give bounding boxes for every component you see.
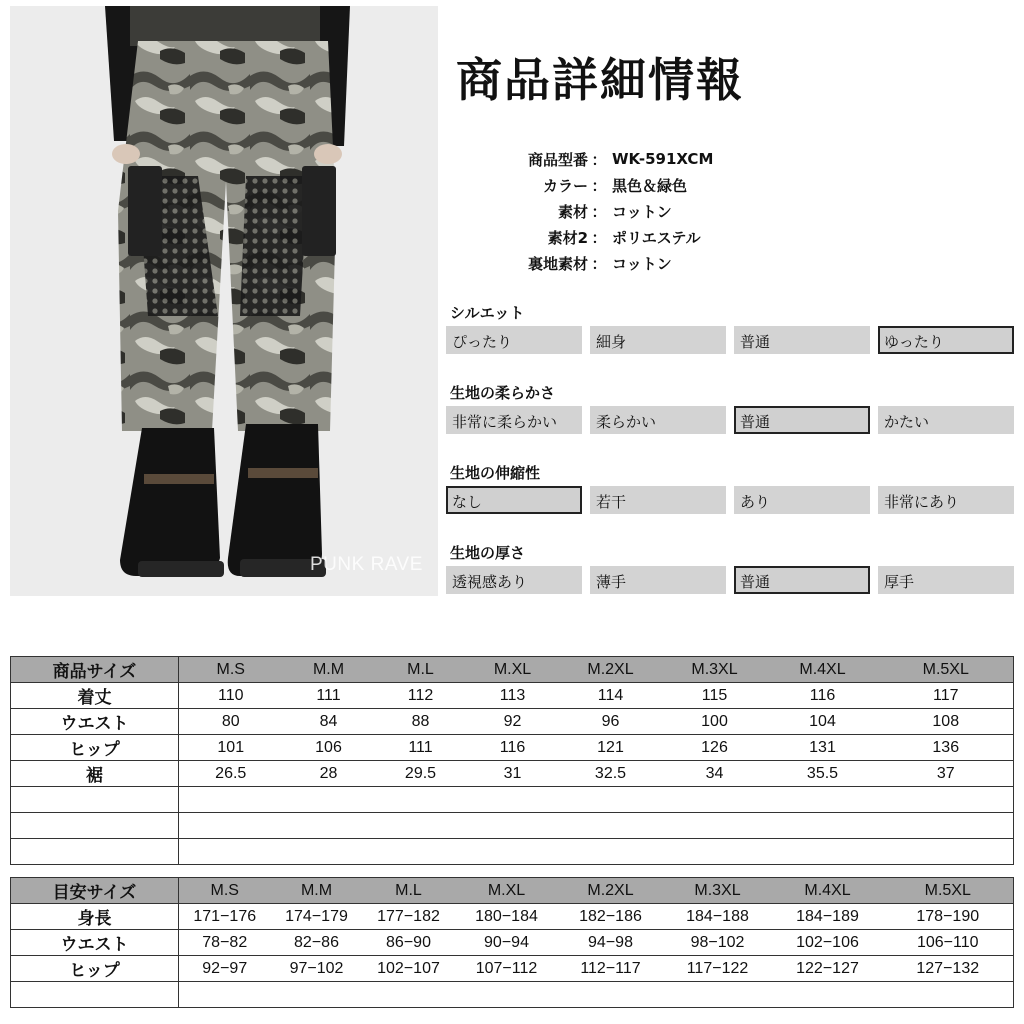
table-row-empty xyxy=(11,982,1014,1008)
table-cell: 174−179 xyxy=(271,904,363,930)
table-cell: 29.5 xyxy=(375,761,467,787)
spec-value: ポリエステル xyxy=(612,228,701,247)
table-cell: 80 xyxy=(179,709,283,735)
table-cell: 136 xyxy=(879,735,1014,761)
table-row-empty xyxy=(11,787,1014,813)
table-cell: 107−112 xyxy=(455,956,559,982)
spec-label: 商品型番 xyxy=(527,150,588,169)
spec-row-lining xyxy=(470,250,713,276)
table-cell: 111 xyxy=(283,683,375,709)
table-cell: 117 xyxy=(879,683,1014,709)
attr-option: ぴったり xyxy=(446,326,582,354)
table-cell: 35.5 xyxy=(767,761,879,787)
attr-option-selected: なし xyxy=(446,486,582,514)
table-cell: 82−86 xyxy=(271,930,363,956)
table-cell: 86−90 xyxy=(363,930,455,956)
table-cell: 121 xyxy=(559,735,663,761)
table-cell: 180−184 xyxy=(455,904,559,930)
spec-label: 素材2 xyxy=(547,228,588,247)
table-cell: 26.5 xyxy=(179,761,283,787)
attr-option: 厚手 xyxy=(878,566,1014,594)
row-label-empty xyxy=(11,813,179,839)
spec-label: 裏地素材 xyxy=(527,254,588,273)
table-cell: 110 xyxy=(179,683,283,709)
attr-title: 生地の柔らかさ xyxy=(450,384,556,402)
attr-option-selected: 普通 xyxy=(734,566,870,594)
table-cell: 84 xyxy=(283,709,375,735)
table-cell: 106−110 xyxy=(883,930,1014,956)
attr-silhouette xyxy=(446,302,1014,354)
attr-title: 生地の厚さ xyxy=(450,544,526,562)
row-label-empty xyxy=(11,839,179,865)
table-cell: 92−97 xyxy=(179,956,271,982)
attr-thickness xyxy=(446,542,1014,594)
table-cell-empty xyxy=(179,982,1014,1008)
spec-separator: ： xyxy=(591,176,607,195)
table-cell: 127−132 xyxy=(883,956,1014,982)
attr-option-selected: ゆったり xyxy=(878,326,1014,354)
size-header: M.S xyxy=(179,657,283,683)
table-header-row xyxy=(11,878,1014,904)
size-header: M.XL xyxy=(467,657,559,683)
size-header: M.3XL xyxy=(663,657,767,683)
size-header: M.2XL xyxy=(559,878,663,904)
size-header: M.4XL xyxy=(773,878,883,904)
table-row xyxy=(11,904,1014,930)
table-header-label: 目安サイズ xyxy=(11,878,179,904)
brand-watermark: PUNK RAVE xyxy=(310,554,423,575)
size-header: M.3XL xyxy=(663,878,773,904)
attr-title: 生地の伸縮性 xyxy=(450,464,541,482)
spec-row-material xyxy=(470,198,713,224)
table-row xyxy=(11,683,1014,709)
table-cell: 115 xyxy=(663,683,767,709)
row-label: 身長 xyxy=(11,904,179,930)
product-photo xyxy=(10,6,438,596)
product-size-table xyxy=(10,656,1014,865)
spec-separator: ： xyxy=(591,150,607,169)
table-cell: 114 xyxy=(559,683,663,709)
table-cell: 116 xyxy=(467,735,559,761)
spec-separator: ： xyxy=(591,254,607,273)
table-cell: 126 xyxy=(663,735,767,761)
table-row xyxy=(11,735,1014,761)
table-cell: 108 xyxy=(879,709,1014,735)
attr-option: 薄手 xyxy=(590,566,726,594)
table-cell: 78−82 xyxy=(179,930,271,956)
table-cell: 104 xyxy=(767,709,879,735)
attr-option: あり xyxy=(734,486,870,514)
table-cell: 117−122 xyxy=(663,956,773,982)
spec-separator: ： xyxy=(591,228,607,247)
spec-separator: ： xyxy=(591,202,607,221)
row-label: ウエスト xyxy=(11,709,179,735)
attr-option: 透視感あり xyxy=(446,566,582,594)
table-cell: 32.5 xyxy=(559,761,663,787)
table-cell: 184−189 xyxy=(773,904,883,930)
spec-label: 素材 xyxy=(557,202,588,221)
size-header: M.M xyxy=(283,657,375,683)
table-cell: 182−186 xyxy=(559,904,663,930)
spec-row-color xyxy=(470,172,713,198)
table-header-row xyxy=(11,657,1014,683)
spec-value: コットン xyxy=(612,254,672,273)
table-cell: 106 xyxy=(283,735,375,761)
spec-value: 黒色＆緑色 xyxy=(612,176,688,195)
table-row xyxy=(11,709,1014,735)
table-cell: 102−107 xyxy=(363,956,455,982)
spec-value: コットン xyxy=(612,202,672,221)
size-header: M.2XL xyxy=(559,657,663,683)
table-cell-empty xyxy=(179,787,1014,813)
attr-softness xyxy=(446,382,1014,434)
table-row xyxy=(11,761,1014,787)
attr-option: 細身 xyxy=(590,326,726,354)
attr-title: シルエット xyxy=(450,304,525,322)
table-cell: 88 xyxy=(375,709,467,735)
row-label: 着丈 xyxy=(11,683,179,709)
table-cell: 112−117 xyxy=(559,956,663,982)
table-cell: 34 xyxy=(663,761,767,787)
table-cell: 94−98 xyxy=(559,930,663,956)
row-label: ヒップ xyxy=(11,956,179,982)
table-row xyxy=(11,956,1014,982)
spec-list xyxy=(470,146,713,276)
table-cell: 102−106 xyxy=(773,930,883,956)
row-label: ヒップ xyxy=(11,735,179,761)
table-cell: 28 xyxy=(283,761,375,787)
table-cell: 122−127 xyxy=(773,956,883,982)
table-row xyxy=(11,930,1014,956)
attr-options xyxy=(446,486,1014,514)
spec-row-material2 xyxy=(470,224,713,250)
table-cell: 96 xyxy=(559,709,663,735)
table-cell: 178−190 xyxy=(883,904,1014,930)
table-cell: 111 xyxy=(375,735,467,761)
size-header: M.M xyxy=(271,878,363,904)
attr-options xyxy=(446,326,1014,354)
table-cell: 112 xyxy=(375,683,467,709)
size-header: M.L xyxy=(363,878,455,904)
table-cell: 101 xyxy=(179,735,283,761)
table-cell: 100 xyxy=(663,709,767,735)
spec-row-model xyxy=(470,146,713,172)
cargo-pants-photo xyxy=(10,6,438,596)
attr-option: 若干 xyxy=(590,486,726,514)
table-cell: 131 xyxy=(767,735,879,761)
attr-option: 普通 xyxy=(734,326,870,354)
table-cell-empty xyxy=(179,839,1014,865)
table-cell-empty xyxy=(179,813,1014,839)
attr-option: 非常に柔らかい xyxy=(446,406,582,434)
table-cell: 98−102 xyxy=(663,930,773,956)
table-cell: 184−188 xyxy=(663,904,773,930)
attr-options xyxy=(446,406,1014,434)
row-label-empty xyxy=(11,787,179,813)
size-header: M.XL xyxy=(455,878,559,904)
row-label: 裾 xyxy=(11,761,179,787)
table-row-empty xyxy=(11,813,1014,839)
table-cell: 113 xyxy=(467,683,559,709)
table-cell: 92 xyxy=(467,709,559,735)
table-cell: 37 xyxy=(879,761,1014,787)
size-header: M.5XL xyxy=(883,878,1014,904)
attr-option: 非常にあり xyxy=(878,486,1014,514)
table-cell: 177−182 xyxy=(363,904,455,930)
table-row-empty xyxy=(11,839,1014,865)
size-header: M.4XL xyxy=(767,657,879,683)
guide-size-table xyxy=(10,877,1014,1008)
page-title: 商品詳細情報 xyxy=(456,53,744,107)
table-header-label: 商品サイズ xyxy=(11,657,179,683)
attr-stretch xyxy=(446,462,1014,514)
attr-option-selected: 普通 xyxy=(734,406,870,434)
table-cell: 90−94 xyxy=(455,930,559,956)
table-cell: 97−102 xyxy=(271,956,363,982)
table-cell: 171−176 xyxy=(179,904,271,930)
size-header: M.S xyxy=(179,878,271,904)
table-cell: 31 xyxy=(467,761,559,787)
spec-label: カラー xyxy=(542,176,588,195)
attr-option: かたい xyxy=(878,406,1014,434)
size-header: M.5XL xyxy=(879,657,1014,683)
spec-value: WK-591XCM xyxy=(612,150,714,168)
row-label: ウエスト xyxy=(11,930,179,956)
row-label-empty xyxy=(11,982,179,1008)
size-header: M.L xyxy=(375,657,467,683)
table-cell: 116 xyxy=(767,683,879,709)
attr-option: 柔らかい xyxy=(590,406,726,434)
attr-options xyxy=(446,566,1014,594)
